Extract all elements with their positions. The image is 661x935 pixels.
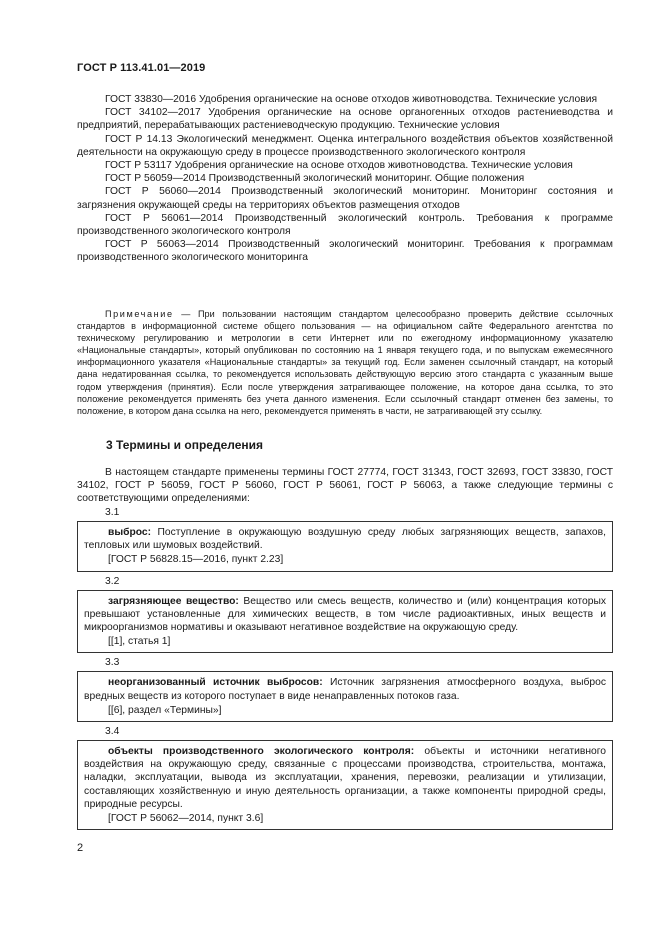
page-number: 2 — [77, 842, 84, 854]
term-word: неорганизованный источник выбросов: — [108, 677, 323, 689]
term-definition-text: объекты и источники негативного воздействия на окружающую среду, связанные с процессами производства, строительства, монтажа, наладки, эксплуатации, вывода из эксплуатации, хранения, перевозки, реализации и утилизации, составляющих хозяйственную и иную деятельность организации, а также компоненты природной среды, природные ресурсы. — [84, 746, 606, 810]
term-definition — [84, 595, 606, 635]
term-box — [77, 521, 613, 572]
reference-item: ГОСТ Р 56059—2014 Производственный экологический мониторинг. Общие положения — [105, 173, 525, 185]
term-number: 3.3 — [105, 657, 120, 669]
term-box — [77, 590, 613, 654]
document-code-header: ГОСТ Р 113.41.01—2019 — [77, 62, 206, 74]
note-label: Примечание — [105, 309, 174, 319]
section-intro: В настоящем стандарте применены термины ГОСТ 27774, ГОСТ 31343, ГОСТ 32693, ГОСТ 33830, ГОСТ 34102, ГОСТ Р 56059, ГОСТ Р 56060, ГОСТ Р 56061, ГОСТ Р 56063, а также следующие термины с соответствующими определениями: — [77, 467, 613, 505]
reference-item: ГОСТ Р 14.13 Экологический менеджмент. Оценка интегрального воздействия объектов хозяйственной деятельности на окружающую среду в процессе производственного экологического контроля — [77, 133, 613, 158]
term-word: загрязняющее вещество: — [108, 595, 239, 607]
reference-item: ГОСТ 34102—2017 Удобрения органические на основе органогенных отходов растениеводства и предприятий, перерабатывающих растениеводческую продукцию. Технические условия — [77, 107, 613, 132]
term-word: выброс: — [108, 527, 152, 538]
term-source: [ГОСТ Р 56828.15—2016, пункт 2.23] — [108, 554, 284, 566]
term-source: [ГОСТ Р 56062—2014, пункт 3.6] — [108, 813, 264, 825]
term-number: 3.4 — [105, 726, 120, 738]
reference-item: ГОСТ 33830—2016 Удобрения органические на основе отходов животноводства. Технические условия — [105, 94, 598, 105]
term-definition — [84, 526, 606, 552]
term-definition-text: Вещество или смесь веществ, количество и (или) концентрация которых превышают установленные для химических веществ, в том числе радиоактивных, иных веществ и микроорганизмов нормативы и оказывают негативное воздействие на окружающую среду. — [84, 595, 606, 634]
reference-item: ГОСТ Р 56061—2014 Производственный экологический контроль. Требования к программе производственного экологического контроля — [77, 212, 613, 238]
note-paragraph — [77, 308, 613, 417]
term-box — [77, 671, 613, 722]
term-definition — [84, 745, 606, 811]
term-word: объекты производственного экологического контроля: — [108, 746, 415, 758]
reference-item: ГОСТ Р 56063—2014 Производственный экологический мониторинг. Требования к программам производственного экологического мониторинга — [77, 239, 613, 264]
term-number: 3.2 — [105, 575, 120, 587]
terms-list — [77, 505, 613, 833]
term-definition-text: Источник загрязнения атмосферного воздуха, выброс вредных веществ из которого поступает в виде ненаправленных потоков газа. — [84, 677, 606, 702]
term-source: [[6], раздел «Термины»] — [108, 704, 222, 716]
reference-item: ГОСТ Р 53117 Удобрения органические на основе отходов животноводства. Технические условия — [105, 160, 573, 172]
term-definition-text: Поступление в окружающую воздушную среду любых загрязняющих веществ, запахов, тепловых или шумовых воздействий. — [84, 527, 606, 552]
term-definition — [84, 676, 606, 702]
section-title: 3 Термины и определения — [106, 438, 264, 452]
normative-references-list — [77, 93, 613, 265]
term-box — [77, 740, 613, 830]
term-number: 3.1 — [105, 507, 120, 518]
reference-item: ГОСТ Р 56060—2014 Производственный экологический мониторинг. Мониторинг состояния и загрязнения окружающей среды на территориях объектов размещения отходов — [77, 186, 613, 211]
note-text: — При пользовании настоящим стандартом целесообразно проверить действие ссылочных стандартов в информационной системе общего пользования — на официальном сайте Федерального агентства по техническому регулированию и метрологии в сети Интернет или по ежегодному информационному указателю «Национальные стандарты», который опубликован по состоянию на 1 января текущего года, и по выпускам ежемесячного информационного указателя «Национальные стандарты» за текущий год. Если заменен ссылочный стандарт, на который дана недатированная ссылка, то рекомендуется использовать действующую версию этого стандарта с указанным выше годом утверждения (принятия). Если после утверждения затрагивающее положение, на которое дана ссылка, то это положение рекомендуется применять без учета данного изменения. Если ссылочный стандарт отменен без замены, то положение, в котором дана ссылка на него, рекомендуется применять в части, не затрагивающей эту ссылку. — [77, 309, 613, 416]
term-source: [[1], статья 1] — [108, 636, 171, 648]
